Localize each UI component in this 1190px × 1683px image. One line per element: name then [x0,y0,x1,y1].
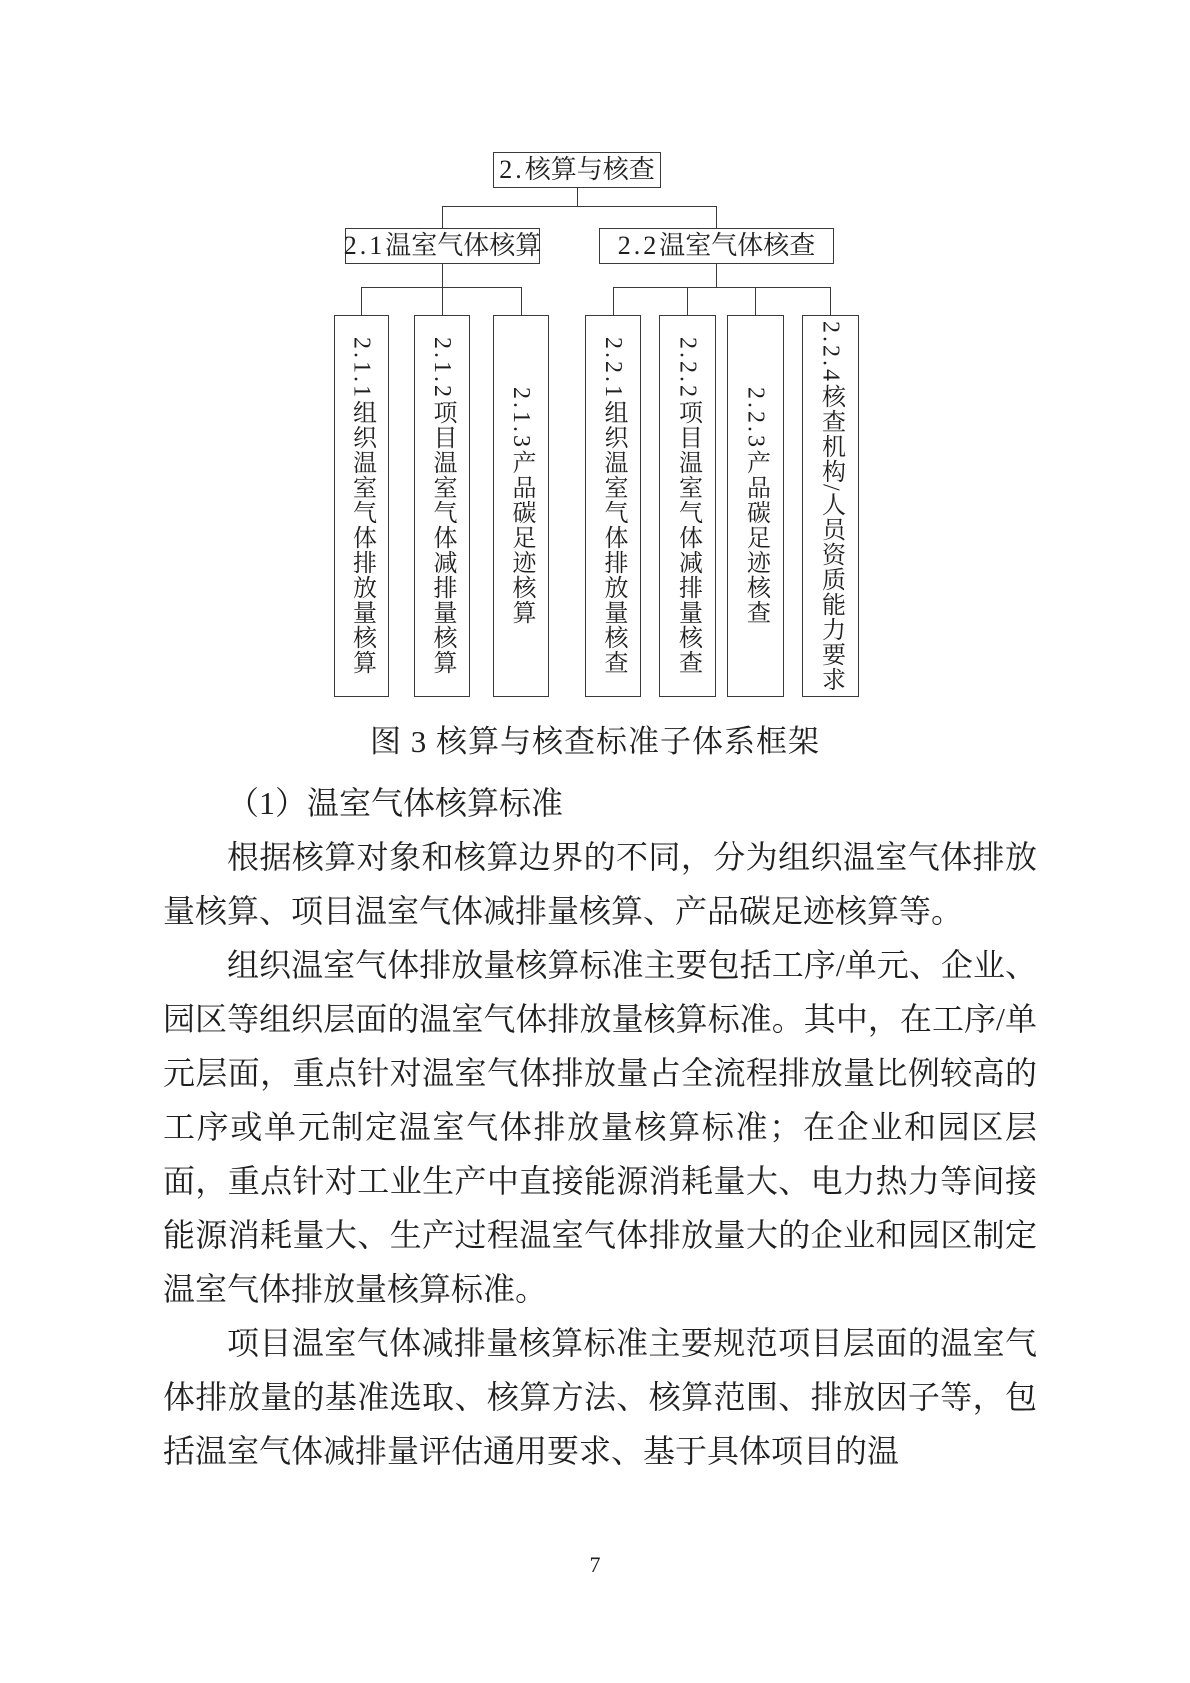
connector-line [613,287,614,315]
connector-line [442,206,717,207]
node-2-2-1 [585,315,641,697]
node-2-2-3 [727,315,784,697]
connector-line [613,287,831,288]
node-label: 温室气体核查 [659,231,816,260]
node-label: 产品碳足迹核查 [742,450,769,625]
node-2-2-4 [802,315,859,697]
connector-line [442,264,443,287]
node-id: 2.2.4 [817,320,844,384]
node-2-1-2 [414,315,470,697]
connector-line [442,287,443,315]
section-heading: （1）温室气体核算标准 [227,785,564,821]
connector-line [755,287,756,315]
node-label: 项目温室气体减排量核查 [674,400,701,675]
node-ghg-verification [599,228,834,264]
connector-line [361,287,362,315]
connector-line [716,264,717,287]
node-label: 项目温室气体减排量核算 [429,400,455,675]
node-id: 2.2 [617,231,660,260]
node-id: 2.1 [343,231,386,260]
node-label: 温室气体核算 [385,231,542,260]
node-label: 产品碳足迹核算 [508,450,534,625]
node-label: 核查机构/人员资质能力要求 [817,383,844,692]
node-label: 核算与核查 [524,155,655,184]
node-id: 2.1.1 [348,337,375,400]
connector-line [687,287,688,315]
node-id: 2.2.1 [600,337,626,400]
connector-line [577,188,578,206]
node-2-1-3 [493,315,549,697]
figure-diagram [0,0,1190,710]
paragraph: 项目温室气体减排量核算标准主要规范项目层面的温室气体排放量的基准选取、核算方法、核算范围、排放因子等，包括温室气体减排量评估通用要求、基于具体项目的温 [163,1325,1037,1469]
figure-caption: 图 3 核算与核查标准子体系框架 [370,724,820,759]
connector-line [830,287,831,315]
paragraph: 组织温室气体排放量核算标准主要包括工序/单元、企业、园区等组织层面的温室气体排放量核算标准。其中，在工序/单元层面，重点针对温室气体排放量占全流程排放量比例较高的工序或单元制定温室气体排放量核算标准；在企业和园区层面，重点针对工业生产中直接能源消耗量大、电力热力等间接能源消耗量大、生产过程温室气体排放量大的企业和园区制定温室气体排放量核算标准。 [163,947,1037,1307]
node-id: 2.1.3 [508,387,534,450]
node-2-1-1 [334,315,389,697]
paragraph: 根据核算对象和核算边界的不同，分为组织温室气体排放量核算、项目温室气体减排量核算、产品碳足迹核算等。 [163,839,1037,929]
node-id: 2.2.2 [674,337,701,400]
body-text [163,776,1037,1478]
node-label: 组织温室气体排放量核算 [348,400,375,675]
node-accounting-verification [493,152,661,188]
connector-line [716,206,717,228]
node-id: 2.1.2 [429,337,455,400]
node-label: 组织温室气体排放量核查 [600,400,626,675]
connector-line [521,287,522,315]
page-number: 7 [589,1552,601,1577]
node-ghg-accounting [345,228,540,264]
connector-line [442,206,443,228]
node-2-2-2 [659,315,716,697]
node-id: 2.2.3 [742,387,769,450]
node-id: 2. [499,155,525,184]
